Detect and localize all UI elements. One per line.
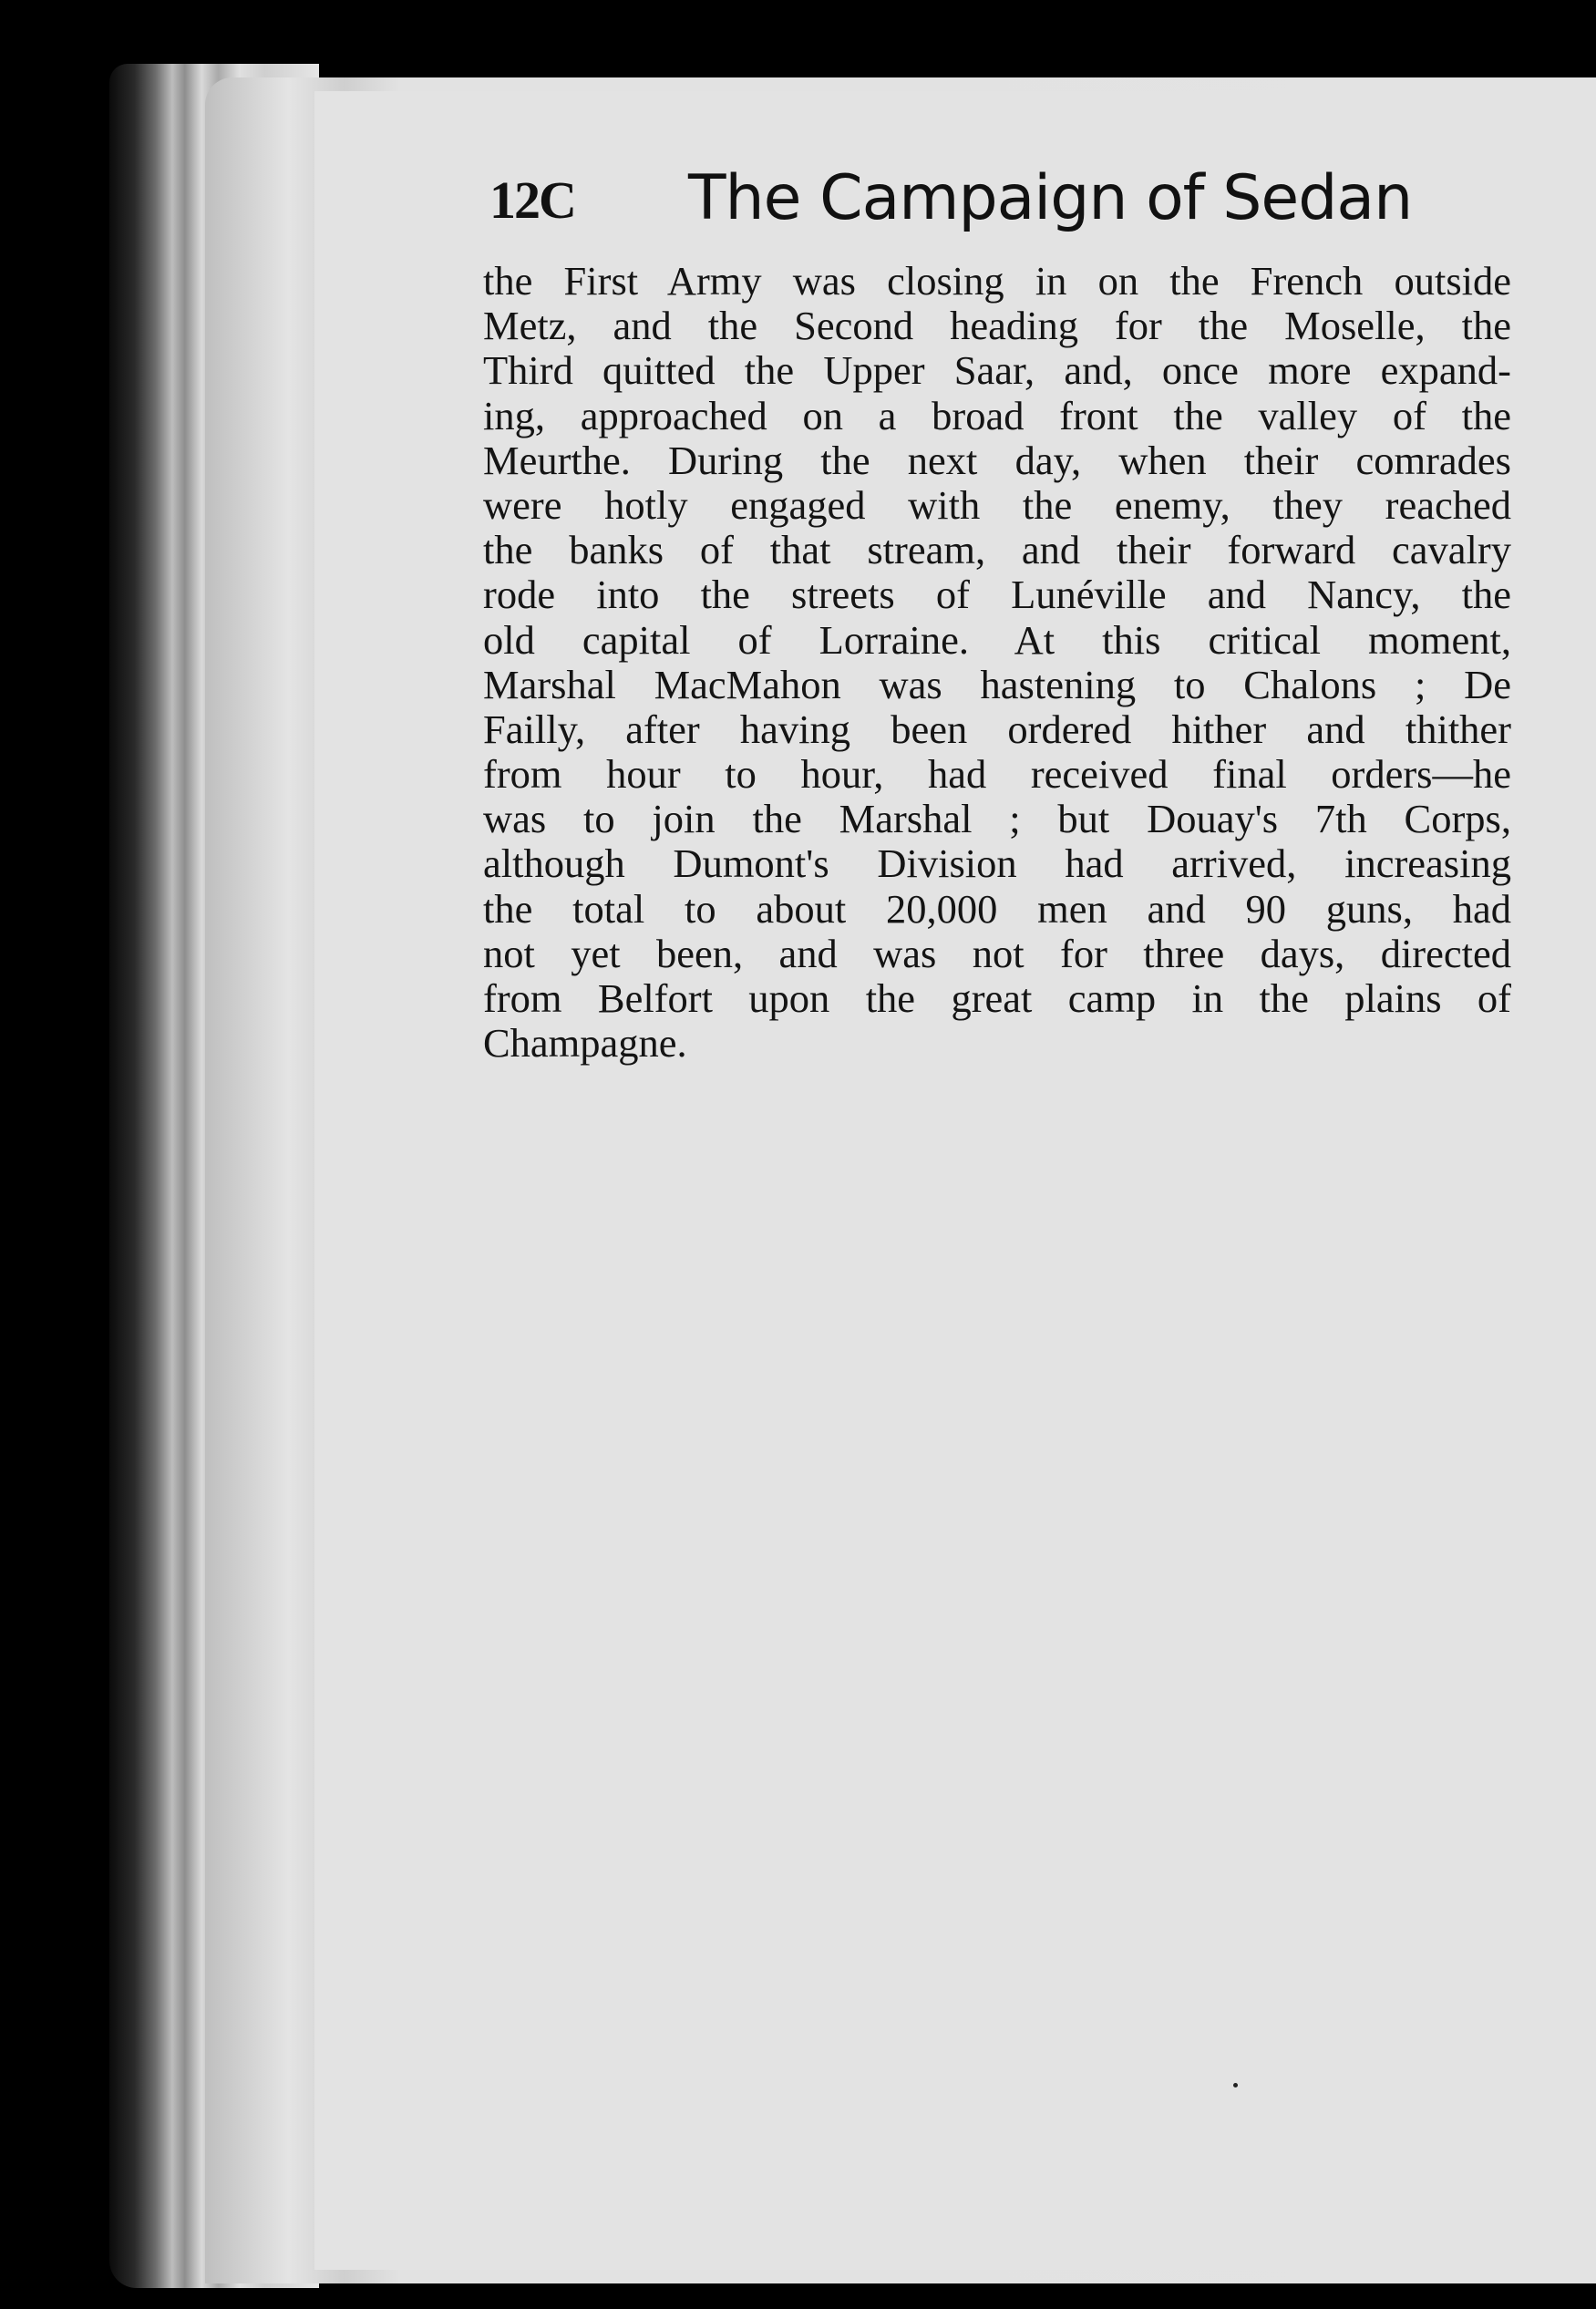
- text-line: were hotly engaged with the enemy, they reached: [483, 481, 1511, 528]
- text-line: Meurthe. During the next day, when their comrades: [483, 437, 1511, 483]
- text-line: Marshal MacMahon was hastening to Chalons ; De: [483, 661, 1511, 707]
- text-line: old capital of Lorraine. At this critical moment,: [483, 616, 1511, 663]
- text-line: the total to about 20,000 men and 90 guns, had: [483, 885, 1511, 932]
- text-line: from Belfort upon the great camp in the plains of: [483, 975, 1511, 1021]
- text-line: Failly, after having been ordered hither and thither: [483, 706, 1511, 752]
- page-header: [489, 162, 1428, 244]
- text-line: Third quitted the Upper Saar, and, once more expand-: [483, 347, 1511, 394]
- page-number: 12C: [489, 170, 575, 230]
- text-line: Champagne.: [483, 1020, 687, 1067]
- page-speck: [1233, 2083, 1238, 2087]
- running-title: The Campaign of Sedan: [688, 162, 1413, 234]
- text-line: from hour to hour, had received final orders—he: [483, 751, 1511, 798]
- text-line: Metz, and the Second heading for the Moselle, the: [483, 303, 1511, 349]
- text-line: was to join the Marshal ; but Douay's 7th Corps,: [483, 796, 1511, 842]
- text-line: the banks of that stream, and their forward cavalry: [483, 527, 1511, 573]
- text-line: the First Army was closing in on the French outside: [483, 258, 1511, 304]
- text-line: ing, approached on a broad front the valley of the: [483, 392, 1511, 438]
- text-line: not yet been, and was not for three days, directed: [483, 930, 1511, 976]
- text-line: although Dumont's Division had arrived, increasing: [483, 840, 1511, 887]
- text-line: rode into the streets of Lunéville and Nancy, the: [483, 572, 1511, 618]
- body-paragraph: [483, 259, 1511, 1066]
